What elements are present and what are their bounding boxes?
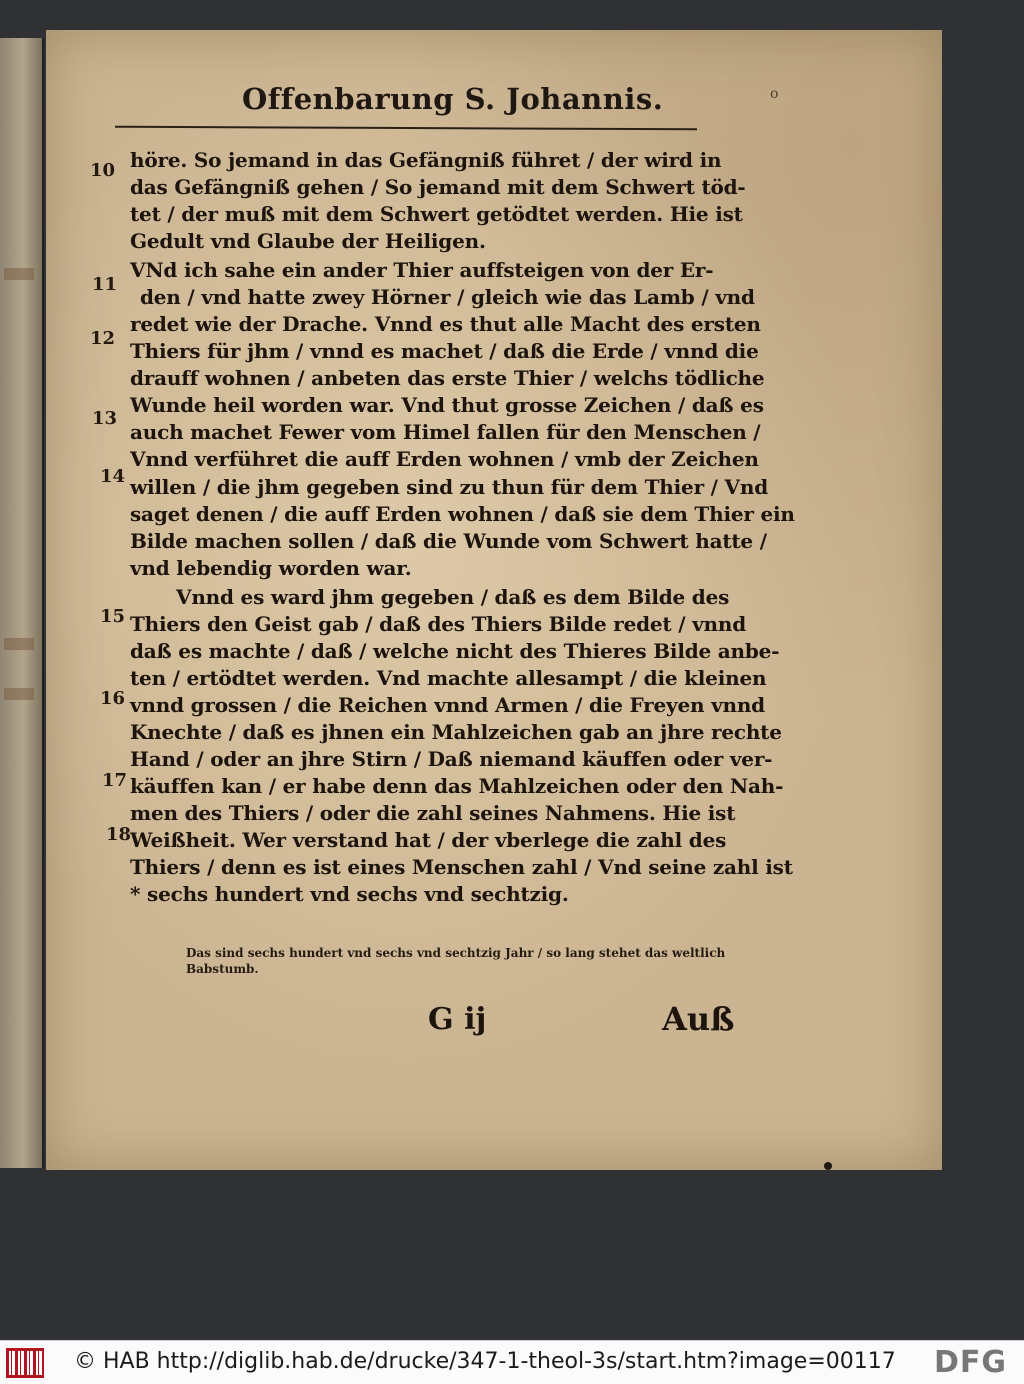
text-line: vnnd grossen / die Reichen vnnd Armen / die Freyen vnnd — [130, 693, 765, 717]
facing-page-edge — [0, 38, 44, 1168]
text-line: Weißheit. Wer verstand hat / der vberlege die zahl des — [130, 828, 727, 852]
signature-mark: G ij — [428, 1002, 487, 1037]
verse-number: 15 — [100, 606, 126, 627]
text-line: Gedult vnd Glaube der Heiligen. — [130, 229, 486, 253]
text-line: tet / der muß mit dem Schwert getödtet werden. Hie ist — [130, 202, 743, 226]
footnote-line: Babstumb. — [186, 962, 259, 976]
text-line: Vnnd verführet die auff Erden wohnen / vmb der Zeichen — [130, 447, 759, 471]
page-title: Offenbarung S. Johannis. — [242, 82, 664, 116]
verse-number: 11 — [92, 274, 118, 295]
folio-mark: o — [770, 86, 779, 102]
text-line: vnd lebendig worden war. — [130, 556, 412, 580]
text-line: das Gefängniß gehen / So jemand mit dem Schwert töd- — [130, 175, 746, 199]
text-line: Hand / oder an jhre Stirn / Daß niemand käuffen oder ver- — [130, 747, 773, 771]
footer-bar — [0, 1340, 1024, 1384]
text-line: Thiers / denn es ist eines Menschen zahl / Vnd seine zahl ist — [130, 855, 793, 879]
page-stain — [4, 688, 34, 700]
verse-number: 10 — [90, 160, 116, 181]
text-line: willen / die jhm gegeben sind zu thun für dem Thier / Vnd — [130, 475, 768, 499]
ink-dot — [824, 1162, 832, 1170]
text-line: ten / ertödtet werden. Vnd machte allesampt / die kleinen — [130, 666, 767, 690]
verse-number: 12 — [90, 328, 116, 349]
dfg-logo: DFG — [934, 1345, 1008, 1380]
text-line: men des Thiers / oder die zahl seines Nahmens. Hie ist — [130, 801, 736, 825]
footnote-line: Das sind sechs hundert vnd sechs vnd sechtzig Jahr / so lang stehet das weltlich — [186, 946, 726, 960]
running-head — [242, 82, 842, 126]
barcode-icon — [6, 1348, 44, 1378]
text-line: Thiers für jhm / vnnd es machet / daß die Erde / vnnd die — [130, 339, 759, 363]
catchword: Auß — [662, 1000, 735, 1038]
text-line: saget denen / die auff Erden wohnen / daß sie dem Thier ein — [130, 502, 795, 526]
verse-number: 17 — [102, 770, 128, 791]
page-stain — [4, 268, 34, 280]
text-line: Knechte / daß es jhnen ein Mahlzeichen gab an jhre rechte — [130, 720, 782, 744]
text-line: höre. So jemand in das Gefängniß führet / der wird in — [130, 148, 722, 172]
source-credit-link[interactable]: © HAB http://diglib.hab.de/drucke/347-1-theol-3s/start.htm?image=00117 — [74, 1349, 896, 1374]
text-line: auch machet Fewer vom Himel fallen für den Menschen / — [130, 420, 761, 444]
text-line: VNd ich sahe ein ander Thier auffsteigen von der Er- — [130, 258, 714, 282]
verse-number: 18 — [106, 824, 132, 845]
text-line: drauff wohnen / anbeten das erste Thier / welchs tödliche — [130, 366, 765, 390]
text-line: * sechs hundert vnd sechs vnd sechtzig. — [130, 882, 569, 906]
text-line: Wunde heil worden war. Vnd thut grosse Zeichen / daß es — [130, 393, 764, 417]
verse-number: 16 — [100, 688, 126, 709]
text-line: daß es machte / daß / welche nicht des Thieres Bilde anbe- — [130, 639, 780, 663]
text-line: Thiers den Geist gab / daß des Thiers Bilde redet / vnnd — [130, 612, 746, 636]
verse-number: 14 — [100, 466, 126, 487]
text-line: Bilde machen sollen / daß die Wunde vom Schwert hatte / — [130, 529, 767, 553]
page-stain — [4, 638, 34, 650]
verse-number: 13 — [92, 408, 118, 429]
text-line: Vnnd es ward jhm gegeben / daß es dem Bilde des — [176, 585, 730, 609]
text-line: redet wie der Drache. Vnnd es thut alle Macht des ersten — [130, 312, 761, 336]
text-line: käuffen kan / er habe denn das Mahlzeichen oder den Nah- — [130, 774, 784, 798]
text-line: den / vnd hatte zwey Hörner / gleich wie das Lamb / vnd — [140, 285, 755, 309]
